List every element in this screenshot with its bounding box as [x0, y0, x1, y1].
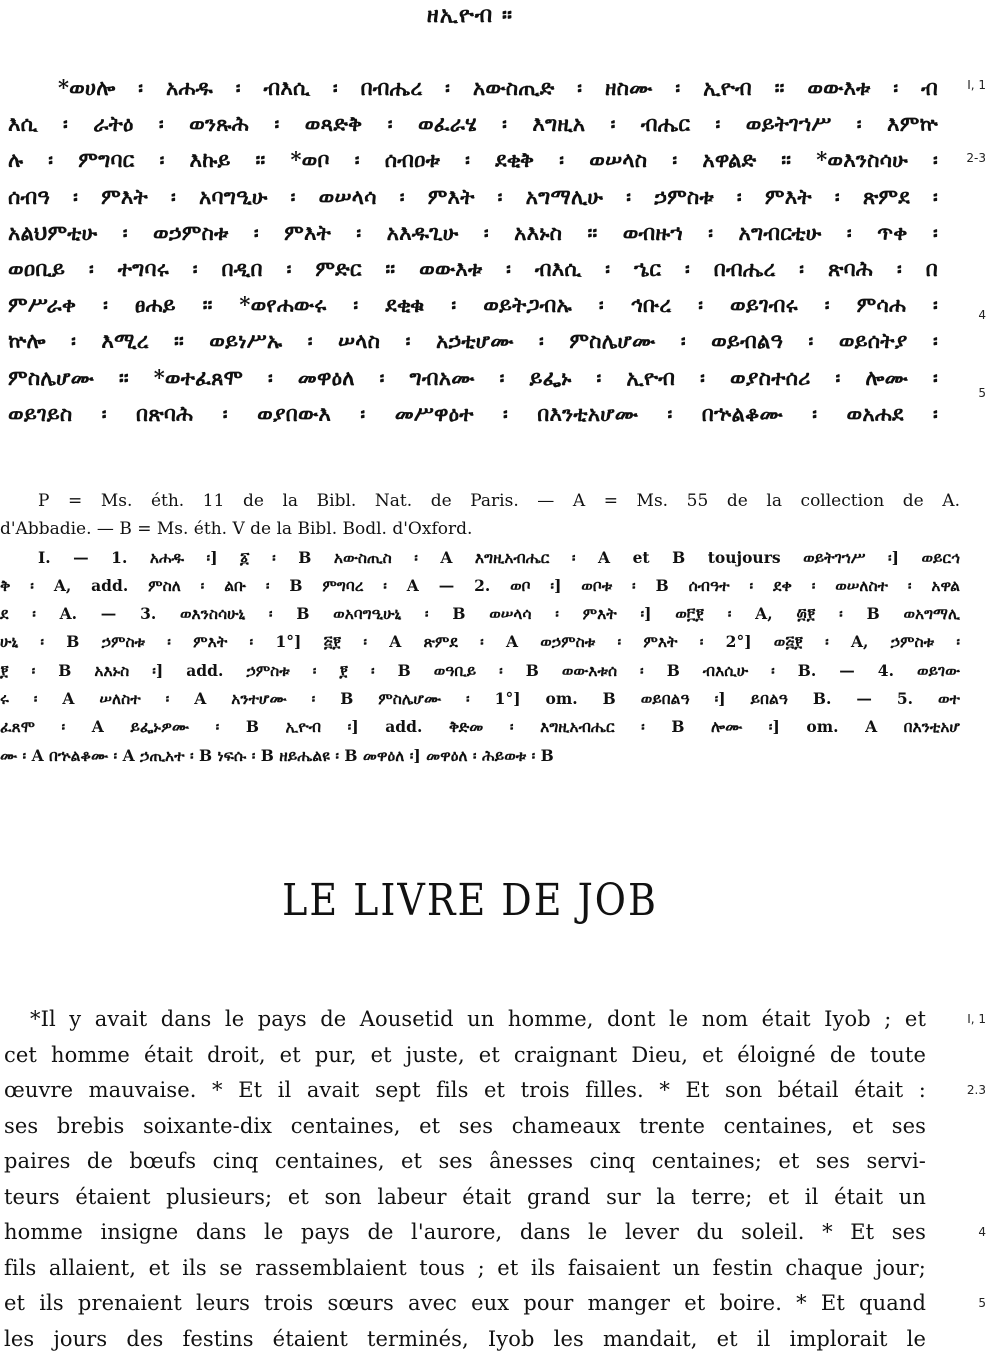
- ethiopic-line: *ወሀሎ ፡ አሐዱ ፡ ብእሲ ፡ በብሔረ ፡ አውስጢድ ፡ ዘስሙ ፡ ኢዮብ ። ወውእቱ ፡ ብ: [58, 75, 938, 100]
- french-section-title: LE LIVRE DE JOB: [282, 874, 658, 926]
- french-line: *Il y avait dans le pays de Aousetid un homme, dont le nom était Iyob ; et: [30, 1007, 926, 1031]
- verse-margin-number: 2.3: [966, 1083, 986, 1097]
- ethiopic-line: ወዐቢይ ፡ ተግባሩ ፡ በዲበ ፡ ምድር ። ወውእቱ ፡ ብእሲ ፡ ኄር ፡ በብሔረ ፡ ጽባሕ ፡ በ: [8, 255, 938, 281]
- french-line: homme insigne dans le pays de l'aurore, dans le lever du soleil. * Et ses: [4, 1220, 926, 1244]
- apparatus-line: ሁኒ ፡ B ኃምስቱ ፡ ምእት ፡ 1°] ፭፻ ፡ A ጽምደ ፡ A ወኃምስቱ ፡ ምእት ፡ 2°] ወ፭፻ ፡ A, ኃምስቱ ፡: [0, 632, 960, 652]
- apparatus-line: d'Abbadie. — B = Ms. éth. V de la Bibl. Bodl. d'Oxford.: [0, 519, 473, 540]
- ethiopic-line: አልህምቲሁ ፡ ወኃምስቱ ፡ ምእት ፡ አእዱጊሁ ፡ አእኑስ ። ወብዙኀ ፡ አግብርቲሁ ፡ ጥቀ ፡: [8, 219, 938, 245]
- critical-apparatus: [0, 487, 960, 770]
- apparatus-line: ፻ ፡ B አእኑስ ፡] add. ኃምስቱ ፡ ፻ ፡ B ወዓቢይ ፡ B ወውእቱሰ ፡ B ብእሲሁ ፡ B. — 4. ወይገው: [0, 660, 960, 680]
- apparatus-line: I. — 1. አሐዱ ፡] ፩ ፡ B አውስጢስ ፡ A እግዚአብሔር ፡ A et B toujours ወይትገኀሥ ፡] ወይርኅ: [38, 547, 960, 567]
- french-line: et ils prenaient leurs trois sœurs avec eux pour manger et boire. * Et quand: [4, 1291, 926, 1315]
- verse-margin-number: 4: [978, 1225, 986, 1239]
- ethiopic-line: ሰብዓ ፡ ምእት ፡ አባግዒሁ ፡ ወሠላሳ ፡ ምእት ፡ አግማሊሁ ፡ ኃምስቱ ፡ ምእት ፡ ጽምደ ፡: [8, 183, 938, 209]
- french-line: œuvre mauvaise. * Et il avait sept fils et trois filles. * Et son bétail était :: [4, 1078, 926, 1102]
- apparatus-line: ሙ ፡ A በኍልቆሙ ፡ A ኃጢአተ ፡ B ነፍሱ ፡ B ዘይሔልዩ ፡ B መዋዕለ ፡] መዋዕለ ፡ ሕይወቱ ፡ B: [0, 745, 554, 765]
- verse-margin-number: 4: [978, 308, 986, 322]
- french-line: paires de bœufs cinq centaines, et ses ânesses cinq centaines; et ses servi-: [4, 1149, 926, 1173]
- french-line: les jours des festins étaient terminés, Iyob les mandait, et il implorait le: [4, 1326, 926, 1351]
- ethiopic-text-block: [8, 70, 938, 432]
- french-line: teurs étaient plusieurs; et son labeur était grand sur la terre; et il était un: [4, 1184, 926, 1209]
- ethiopic-line: ሉ ፡ ምግባር ፡ እኩይ ። *ወቦ ፡ ሰብዐቱ ፡ ደቂቅ ፡ ወሠላስ ፡ አዋልድ ። *ወእንስሳሁ ፡: [8, 147, 938, 173]
- apparatus-line: ሩ ፡ A ሠለስተ ፡ A አንተሆሙ ፡ B ምስሌሆሙ ፡ 1°] om. B ወይበልዓ ፡] ይበልዓ B. — 5. ወተ: [0, 689, 960, 709]
- ethiopic-line: ኵሎ ፡ እሚረ ። ወይነሥኡ ፡ ሠላስ ፡ አኃቲሆሙ ፡ ምስሌሆሙ ፡ ወይብልዓ ፡ ወይሰትያ ፡: [8, 328, 938, 354]
- apparatus-line: ቅ ፡ A, add. ምስለ ፡ ልቡ ፡ B ምግባረ ፡ A — 2. ወቦ ፡] ወቦቱ ፡ B ሰብዓተ ፡ ደቀ ፡ ወሠለስተ ፡ አዋል: [0, 575, 960, 595]
- verse-margin-number: 5: [978, 1296, 986, 1310]
- ethiopic-line: ምስሌሆሙ ። *ወተፈጸሞ ፡ መዋዕለ ፡ ግብአሙ ፡ ይፌኑ ፡ ኢዮብ ፡ ወያስተሰሪ ፡ ሎሙ ፡: [8, 364, 938, 390]
- french-translation-block: [4, 1002, 926, 1357]
- apparatus-line: P = Ms. éth. 11 de la Bibl. Nat. de Paris. — A = Ms. 55 de la collection de A.: [38, 491, 960, 511]
- apparatus-line: ፈጸሞ ፡ A ይፌኑዎሙ ፡ B ኢዮብ ፡] add. ቅድመ ፡ እግዚአብሔር ፡ B ሎሙ ፡] om. A በእንቲአሆ: [0, 717, 960, 737]
- verse-margin-number: I, 1: [967, 1012, 986, 1026]
- french-line: cet homme était droit, et pur, et juste, et craignant Dieu, et éloigné de toute: [4, 1042, 926, 1067]
- verse-margin-number: 2-3: [966, 151, 986, 165]
- french-line: ses brebis soixante-dix centaines, et ses chameaux trente centaines, et ses: [4, 1113, 926, 1138]
- apparatus-line: ደ ፡ A. — 3. ወእንስሳሁኒ ፡ B ወአባግዒሁኒ ፡ B ወሠላሳ ፡ ምእት ፡] ወ፫፻ ፡ A, ፴፻ ፡ B ወአግማሊ: [0, 604, 960, 624]
- verse-margin-number: I, 1: [967, 78, 986, 92]
- ethiopic-line: እሲ ፡ ራትዕ ፡ ወንጹሕ ፡ ወጻድቅ ፡ ወፈራሄ ፡ እግዚአ ፡ ብሔር ፡ ወይትገኀሥ ፡ እምኵ: [8, 111, 938, 137]
- ethiopic-running-title: ዘኢዮብ ።: [426, 2, 514, 28]
- verse-margin-number: 5: [978, 386, 986, 400]
- ethiopic-line: ወይገይስ ፡ በጽባሕ ፡ ወያበውእ ፡ መሥዋዕተ ፡ በእንቲአሆሙ ፡ በኍልቆሙ ፡ ወአሐደ ፡: [8, 400, 938, 426]
- french-line: fils allaient, et ils se rassemblaient tous ; et ils faisaient un festin chaque jour;: [4, 1255, 926, 1280]
- ethiopic-line: ምሥራቀ ፡ ፀሐይ ። *ወየሐውሩ ፡ ደቂቁ ፡ ወይትጋብኡ ፡ ኅቡረ ፡ ወይገብሩ ፡ ምሳሐ ፡: [8, 292, 938, 318]
